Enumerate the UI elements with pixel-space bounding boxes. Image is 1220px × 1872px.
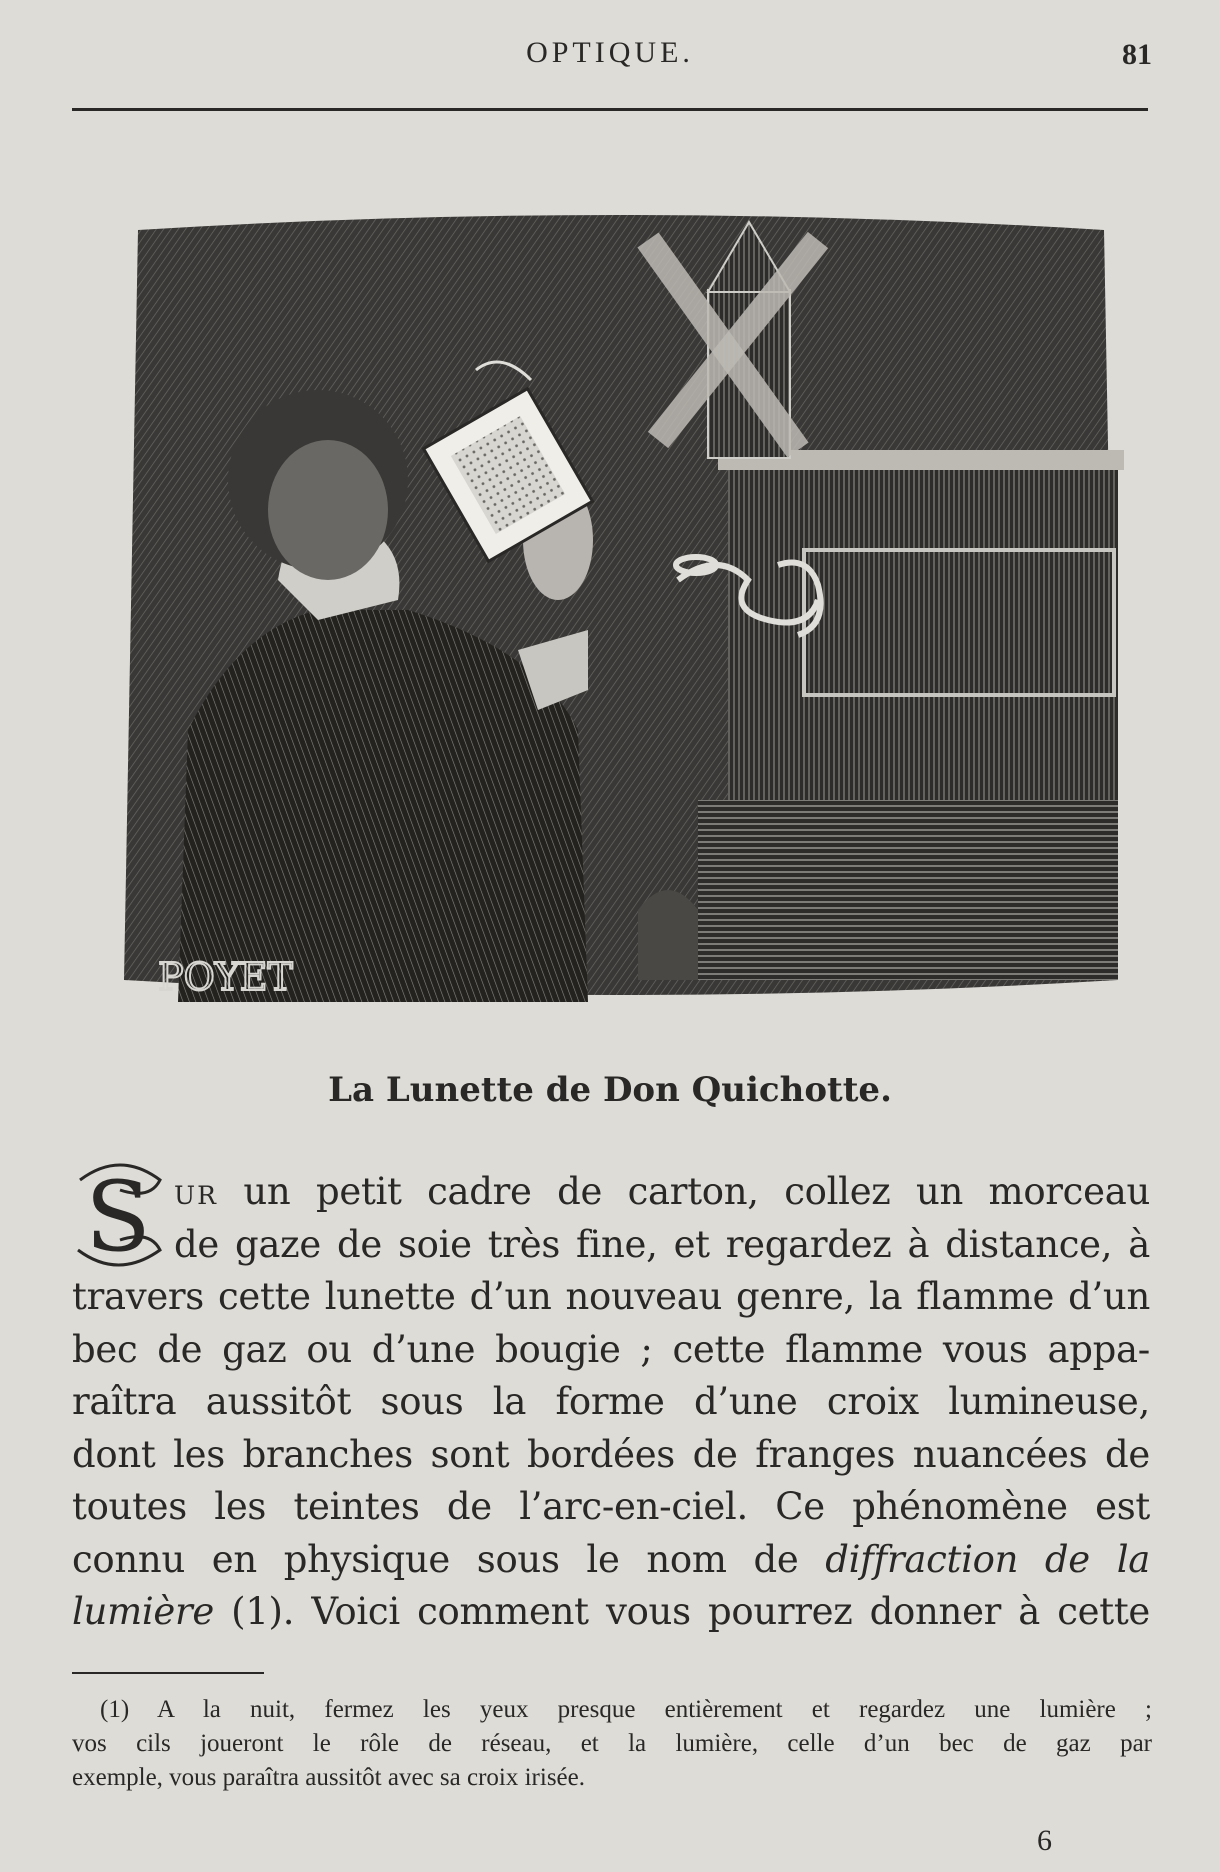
page-number: 81 [1122, 38, 1152, 71]
figure-caption: La Lunette de Don Quichotte. [328, 1070, 892, 1110]
text-line: connu en physique sous le nom de diffraction de la [72, 1537, 1150, 1581]
footnote [72, 1693, 1152, 1795]
running-title: OPTIQUE. [526, 36, 694, 69]
footnote-rule [72, 1672, 264, 1674]
text-line: travers cette lunette d’un nouveau genre, la flamme d’un [72, 1275, 1150, 1318]
drop-cap-letter: S [85, 1161, 151, 1270]
artist-signature: POYET [158, 955, 293, 999]
footnote-line: (1) A la nuit, fermez les yeux presque entièrement et regardez une lumière ; [100, 1696, 1152, 1723]
footnote-line: vos cils joueront le rôle de réseau, et la lumière, celle d’un bec de gaz par [72, 1730, 1152, 1757]
text-line: de gaze de soie très fine, et regardez à distance, à [174, 1222, 1150, 1266]
text-line: bec de gaz ou d’une bougie ; cette flamme vous appa- [72, 1327, 1150, 1371]
text-line: UR un petit cadre de carton, collez un morceau [174, 1170, 1150, 1213]
header-rule [72, 108, 1148, 111]
footnote-line: exemple, vous paraîtra aussitôt avec sa croix irisée. [72, 1764, 586, 1791]
italic-term: diffraction de la [825, 1537, 1150, 1581]
text-line: toutes les teintes de l’arc-en-ciel. Ce phénomène est [72, 1485, 1150, 1528]
running-head [0, 36, 1220, 76]
signature-mark: 6 [1037, 1824, 1052, 1857]
text-line: dont les branches sont bordées de franges nuancées de [72, 1432, 1150, 1476]
italic-term: lumière [72, 1590, 214, 1633]
engraving-illustration [118, 210, 1124, 1002]
text-line: lumière (1). Voici comment vous pourrez donner à cette [72, 1590, 1150, 1633]
body-text [72, 1166, 1150, 1639]
text-line: raîtra aussitôt sous la forme d’une croix lumineuse, [72, 1380, 1150, 1423]
first-word-smallcaps: UR [174, 1181, 218, 1210]
